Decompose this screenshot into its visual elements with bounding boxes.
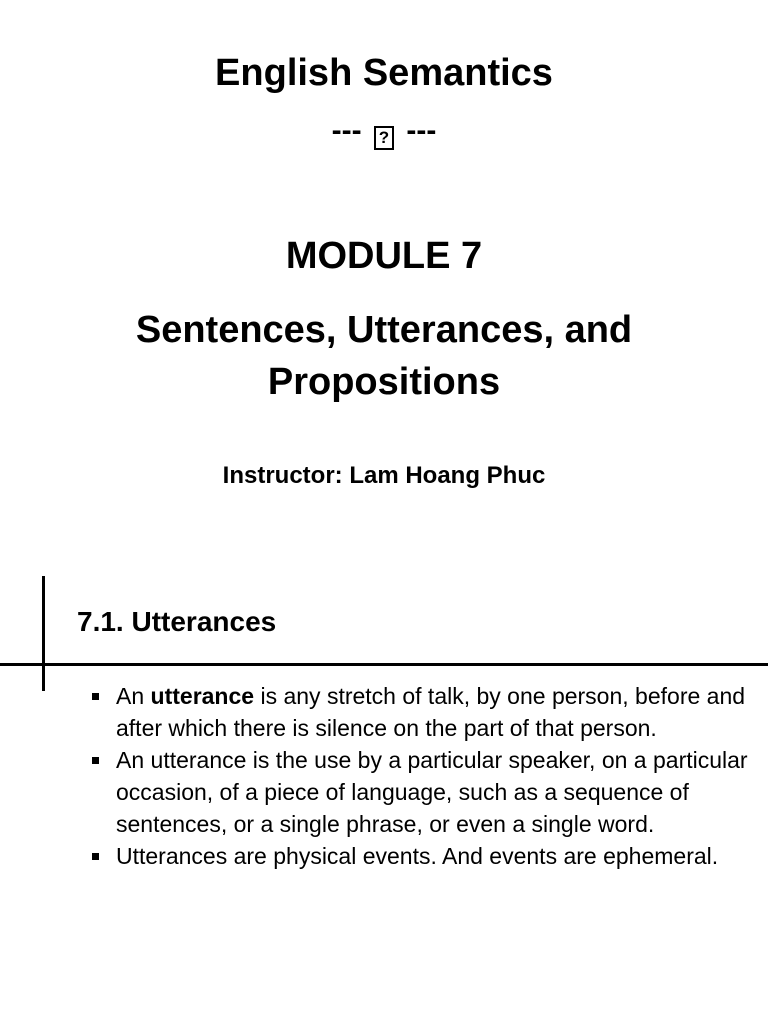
square-bullet-icon: [92, 853, 99, 860]
bullet-item: [0, 840, 768, 872]
bullet-text-post: is any stretch of talk, by one person, before and after which there is silence on the part of that person.: [116, 683, 746, 741]
title-divider: [0, 113, 768, 150]
bullet-text: Utterances are physical events. And events are ephemeral.: [116, 843, 719, 869]
module-title: Sentences, Utterances, and Propositions: [135, 309, 633, 403]
bullet-item: [0, 680, 768, 744]
divider-dashes-right: ---: [406, 114, 437, 147]
bullet-list: [0, 680, 768, 872]
document-title: English Semantics: [215, 52, 553, 94]
bullet-text-pre: An: [116, 683, 151, 709]
square-bullet-icon: [92, 693, 99, 700]
bullet-item: [0, 744, 768, 840]
section-heading: 7.1. Utterances: [77, 606, 277, 637]
module-label: MODULE 7: [285, 235, 483, 277]
divider-dashes-left: ---: [331, 114, 362, 147]
vertical-rule: [42, 576, 45, 691]
bullet-text-bold: utterance: [150, 683, 255, 709]
horizontal-rule: [0, 663, 768, 666]
bullet-text: An utterance is the use by a particular speaker, on a particular occasion, of a piece of language, such as a sequence of sentences, or a single phrase, or even a single word.: [116, 747, 748, 837]
instructor-line: Instructor: Lam Hoang Phuc: [222, 462, 546, 489]
missing-glyph-icon: ?: [374, 126, 394, 150]
square-bullet-icon: [92, 757, 99, 764]
